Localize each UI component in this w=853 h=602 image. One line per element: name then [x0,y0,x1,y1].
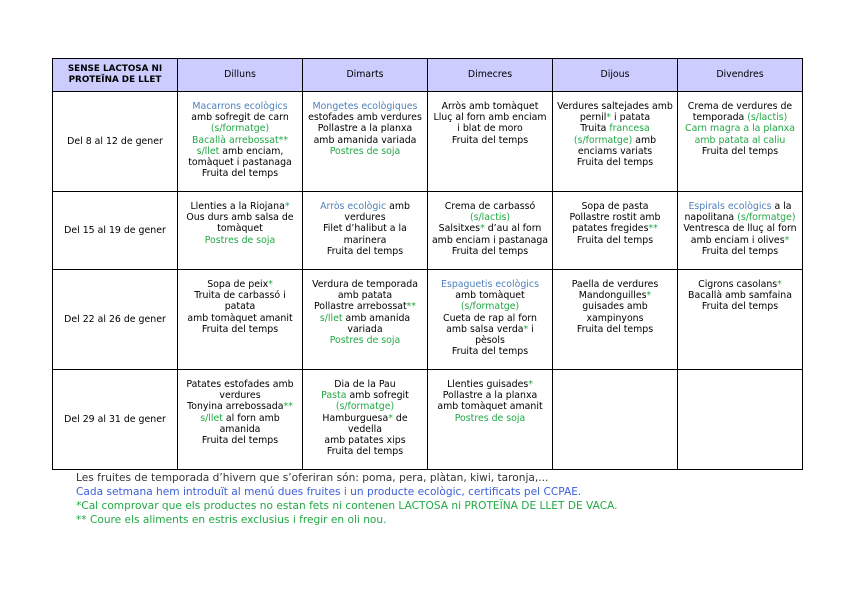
menu-text: Cueta de rap al forn [443,312,537,324]
menu-text: Paella de verdures [571,279,659,290]
menu-text: amb salsa verda [446,323,524,335]
menu-line [305,424,425,435]
menu-text: Fruita del temps [576,157,654,169]
note-lactose-check: *Cal comprovar que els productes no estan fets ni contenen LACTOSA ni PROTEÏNA DE LLET DE VACA. [76,500,618,512]
menu-text: temporada [692,112,748,124]
menu-line [180,235,300,246]
menu-cell [303,92,428,192]
menu-line [180,212,300,223]
menu-cell [428,370,553,470]
menu-text: patata [224,301,256,313]
menu-line [180,223,300,234]
menu-text: Postres de soja [329,335,401,347]
menu-line [555,324,675,335]
menu-line [305,212,425,223]
menu-line [430,301,550,312]
menu-line [555,101,675,112]
menu-text: * [480,223,485,235]
menu-text: Arròs ecològic [320,201,387,212]
menu-line [555,157,675,168]
menu-text: Crema de verdures de [687,101,793,112]
menu-text: pernil [579,112,607,124]
note-exclusive-utensils: ** Coure els aliments en estris exclusius i fregir en oli nou. [76,514,387,526]
menu-line [555,135,675,146]
menu-line [180,435,300,446]
menu-text: * [528,379,533,390]
menu-text: Postres de soja [329,145,401,157]
menu-line [180,123,300,134]
menu-text: estofades amb verdures [308,112,422,124]
menu-text: (s/formatge) [573,134,633,146]
menu-line [180,290,300,301]
menu-line [430,335,550,346]
note-seasonal-fruits: Les fruites de temporada d’hivern que s’oferiran són: poma, pera, plàtan, kiwi, taronja,... [76,472,549,484]
menu-text: al forn amb [222,412,280,424]
menu-line [430,201,550,212]
menu-text: Bacallà arrebossat** [191,134,289,146]
menu-cell [178,270,303,370]
menu-text: (s/lactis) [747,112,788,124]
menu-text: ** [406,301,417,313]
menu-line [430,246,550,257]
menu-text: amb tomàquet amanit [187,312,293,324]
menu-line [680,301,800,312]
menu-line [305,146,425,157]
menu-line [430,223,550,234]
menu-text: Llenties guisades [447,379,529,390]
menu-line [305,335,425,346]
week-label: Del 8 al 12 de gener [53,92,178,192]
menu-text: amb sofregit de carn [191,112,289,124]
menu-line [180,390,300,401]
menu-text: amb patates xips [324,435,406,447]
menu-line [180,201,300,212]
header-row [53,59,803,92]
menu-text: Cigrons casolans [698,279,778,290]
menu-text: Fruita del temps [576,234,654,246]
menu-line [180,413,300,424]
menu-line [430,290,550,301]
menu-line [305,313,425,324]
menu-line [555,313,675,324]
menu-line [430,279,550,290]
menu-cell [553,270,678,370]
menu-text: verdures [344,212,386,224]
menu-text: i patata [611,112,651,124]
menu-line [430,379,550,390]
menu-text: d’au al forn [484,223,542,235]
menu-cell [428,270,553,370]
menu-text: s/llet [319,312,343,324]
week-row [53,270,803,370]
menu-text: i blat de moro [457,123,523,135]
menu-line [305,413,425,424]
menu-text: Verdura de temporada [312,279,418,290]
menu-line [180,324,300,335]
menu-text: variada [347,323,383,335]
menu-line [180,379,300,390]
menu-text: guisades amb [582,301,648,313]
menu-text: amb amanida [342,312,411,324]
menu-text: Ous durs amb salsa de [186,212,294,224]
menu-line [555,201,675,212]
menu-line [680,112,800,123]
menu-text: enciams variats [577,145,653,157]
menu-text: patates fregides [572,223,649,235]
menu-line [305,123,425,134]
menu-line [680,223,800,234]
week-row [53,92,803,192]
menu-text: amb enciam, [219,145,284,157]
menu-text: Macarrons ecològics [192,101,288,112]
menu-text: Carn magra a la planxa [685,123,795,135]
menu-line [555,301,675,312]
menu-text: Fruita del temps [701,145,779,157]
week-label: Del 29 al 31 de gener [53,370,178,470]
menu-text: s/llet [196,145,220,157]
menu-line [680,135,800,146]
menu-line [430,390,550,401]
menu-line [555,279,675,290]
notes [76,471,618,527]
menu-text: i [528,323,534,335]
menu-cell [428,192,553,270]
menu-line [305,301,425,312]
menu-line [305,290,425,301]
menu-text: vedella [348,423,382,435]
menu-line [680,201,800,212]
menu-line [305,379,425,390]
menu-cell-empty [678,370,803,470]
menu-text: amb patata al caliu [694,134,786,146]
menu-line [180,301,300,312]
menu-line [430,413,550,424]
menu-line [430,123,550,134]
menu-line [305,390,425,401]
menu-line [680,246,800,257]
menu-text: Lluç al forn amb enciam [433,112,547,124]
day-header-tuesday: Dimarts [303,59,428,92]
menu-cell [553,192,678,270]
menu-text: Pollastre rostit amb [569,212,661,224]
menu-text: Mandonguilles [578,290,647,302]
menu-line [555,146,675,157]
menu-text: Sopa de pasta [581,201,649,212]
menu-text: Pollastre a la planxa [317,123,413,135]
menu-text: Fruita del temps [451,346,529,358]
menu-line [180,157,300,168]
menu-line [555,235,675,246]
menu-text: xampinyons [586,312,644,324]
menu-text: amanida [219,423,261,435]
menu-cell-empty [553,370,678,470]
menu-line [430,401,550,412]
menu-text: * [784,234,790,246]
menu-line [305,446,425,457]
menu-text: Fruita del temps [201,435,279,447]
menu-line [680,123,800,134]
menu-line [555,123,675,134]
menu-text: Fruita del temps [701,301,779,313]
menu-text: Fruita del temps [451,245,529,257]
menu-text: Crema de carbassó [444,201,536,212]
menu-text: (s/formatge) [737,212,796,224]
menu-text: Pollastre arrebossat [313,301,407,313]
menu-text: ** [648,223,658,235]
menu-text: amb patata [337,290,393,302]
menu-text: * [268,279,273,290]
menu-line [180,401,300,412]
menu-line [680,101,800,112]
menu-line [180,424,300,435]
menu-cell [678,192,803,270]
menu-line [555,290,675,301]
menu-text: Espaguetis ecològics [441,279,539,290]
menu-text: * [388,412,393,424]
menu-line [555,223,675,234]
menu-text: s/llet [200,412,223,424]
menu-cell [428,92,553,192]
menu-text: Dia de la Pau [334,379,396,390]
menu-text: amb tomàquet [455,290,525,302]
menu-line [180,101,300,112]
menu-text: (s/formatge) [335,401,395,413]
menu-text: Ventresca de lluç al forn [683,223,797,235]
menu-text: tomàquet i pastanaga [188,157,292,169]
menu-line [305,401,425,412]
menu-text: Fruita del temps [326,446,404,458]
week-label: Del 15 al 19 de gener [53,192,178,270]
menu-text: marinera [343,234,387,246]
table-title-line-2: PROTEÏNA DE LLET [68,75,162,85]
weekly-menu-table [52,58,803,470]
menu-text: Pasta [321,390,347,402]
menu-line [430,324,550,335]
menu-line [305,223,425,234]
menu-text: Postres de soja [454,412,526,424]
menu-text: Fruita del temps [701,245,779,257]
menu-text: amb [632,134,657,146]
menu-line [680,146,800,157]
menu-line [555,212,675,223]
menu-line [305,201,425,212]
menu-text: Fruita del temps [576,323,654,335]
menu-line [680,235,800,246]
menu-text: * [777,279,782,290]
menu-text: Patates estofades amb [186,379,294,390]
menu-text: (s/formatge) [210,123,270,135]
menu-text: Fruita del temps [201,168,279,180]
menu-text: amb [386,201,410,212]
day-header-wednesday: Dimecres [428,59,553,92]
menu-text: Salsitxes [438,223,481,235]
menu-text: napolitana [684,212,738,224]
menu-line [180,112,300,123]
menu-text: Pollastre a la planxa [442,390,538,402]
menu-text: Fruita del temps [451,134,529,146]
menu-text: verdures [219,390,261,402]
menu-text: Llenties a la Riojana [190,201,285,212]
menu-line [305,135,425,146]
menu-text: pèsols [475,335,505,347]
menu-line [305,101,425,112]
menu-line [305,112,425,123]
menu-text: Filet d’halibut a la [323,223,407,235]
menu-line [430,135,550,146]
menu-text: (s/formatge) [460,301,520,313]
menu-text: Bacallà amb samfaina [688,290,792,302]
menu-line [430,313,550,324]
menu-text: amb enciam i pastanaga [431,234,549,246]
menu-text: * [523,323,529,335]
day-header-thursday: Dijous [553,59,678,92]
menu-line [680,279,800,290]
menu-text: francesa [609,123,650,135]
menu-line [680,290,800,301]
menu-cell [553,92,678,192]
table-title-line-1: SENSE LACTOSA NI [67,64,163,74]
menu-text: * [284,201,290,212]
menu-line [305,235,425,246]
menu-text: Sopa de peix [207,279,269,290]
table-title-cell [53,59,178,92]
menu-cell [678,92,803,192]
menu-text: Hamburguesa [322,412,389,424]
menu-text: tomàquet [217,223,263,235]
menu-text: amb amanida variada [313,134,417,146]
menu-line [305,279,425,290]
menu-line [305,246,425,257]
note-ecological: Cada setmana hem introduït al menú dues fruites i un producte ecològic, certificats pel CCPAE. [76,486,582,498]
menu-cell [178,370,303,470]
menu-text: Postres de soja [204,234,276,246]
menu-text: amb enciam i olives [690,234,785,246]
week-label: Del 22 al 26 de gener [53,270,178,370]
menu-text: Fruita del temps [326,245,404,257]
menu-cell [303,370,428,470]
menu-line [430,212,550,223]
menu-line [430,346,550,357]
menu-cell [303,270,428,370]
menu-text: Tonyina arrebossada [187,401,284,413]
menu-text: de [392,412,408,424]
menu-line [430,235,550,246]
menu-text: Arròs amb tomàquet [441,101,539,112]
week-row [53,370,803,470]
menu-line [430,112,550,123]
menu-text: amb tomàquet amanit [437,401,543,413]
menu-text: * [606,112,612,124]
menu-text: amb sofregit [346,390,409,402]
menu-cell [303,192,428,270]
menu-text: Truita [580,123,610,135]
menu-line [180,168,300,179]
menu-text: Mongetes ecològiques [312,101,418,112]
menu-line [430,101,550,112]
menu-text: Verdures saltejades amb [557,101,673,112]
week-row [53,192,803,270]
menu-text: ** [283,401,293,413]
menu-line [180,313,300,324]
menu-line [555,112,675,123]
day-header-friday: Divendres [678,59,803,92]
menu-text: (s/lactis) [469,212,511,224]
menu-text: * [646,290,652,302]
menu-line [180,279,300,290]
menu-text: Fruita del temps [201,323,279,335]
menu-line [180,135,300,146]
menu-line [680,212,800,223]
menu-line [305,435,425,446]
menu-cell [178,192,303,270]
day-header-monday: Dilluns [178,59,303,92]
menu-cell [678,270,803,370]
menu-text: Truita de carbassó i [194,290,286,302]
menu-line [305,324,425,335]
menu-text: Espirals ecològics [688,201,772,212]
menu-cell [178,92,303,192]
menu-text: a la [771,201,792,212]
menu-line [180,146,300,157]
